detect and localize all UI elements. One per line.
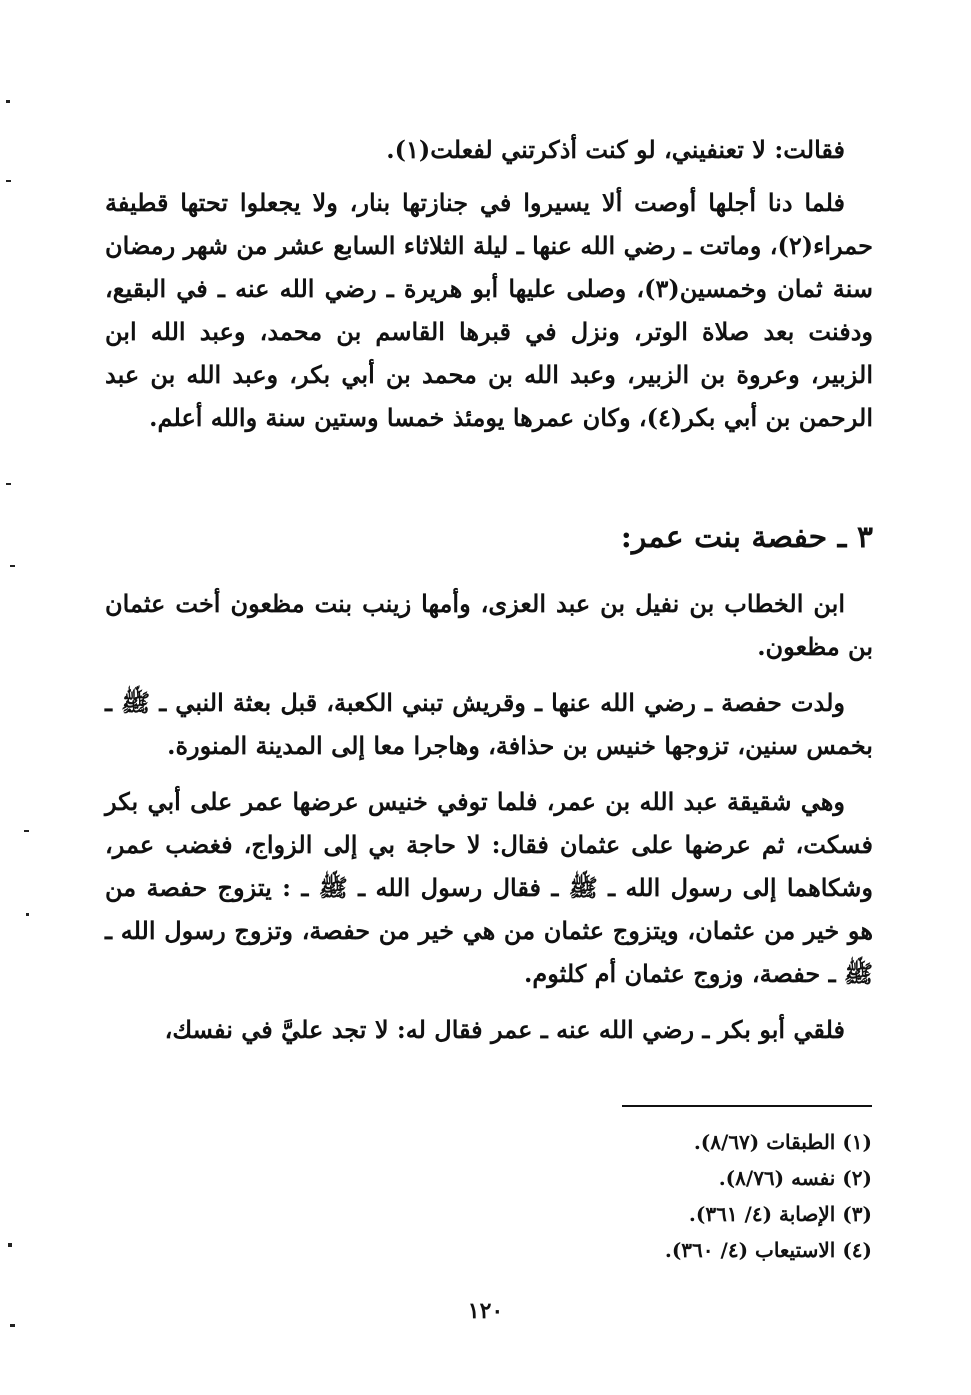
scan-mark xyxy=(26,913,29,916)
scan-mark xyxy=(6,100,10,103)
scan-mark xyxy=(8,1243,12,1247)
paragraph-5: وهي شقيقة عبد الله بن عمر، فلما توفي خنيس عرضها عمر على أبي بكر فسكت، ثم عرضها على عثمان فقال: لا حاجة بي إلى الزواج، فغضب عمر، وشكاهما إلى رسول الله ـ ﷺ ـ فقال رسول الله ـ ﷺ ـ : يتزوج حفصة من هو خير من عثمان، ويتزوج عثمان من هي خير من حفصة، وتزوج رسول الله ـ ﷺ ـ حفصة، وزوج عثمان أم كلثوم. xyxy=(105,787,873,988)
footnote-2: (٢) نفسه (٨/٧٦). xyxy=(718,1166,872,1190)
footnote-4: (٤) الاستيعاب (٤/ ٣٦٠). xyxy=(664,1238,872,1262)
footnote-divider xyxy=(622,1105,872,1107)
page-number: ١٢٠ xyxy=(467,1298,504,1324)
footnote-3: (٣) الإصابة (٤/ ٣٦١). xyxy=(688,1202,872,1226)
scan-mark xyxy=(6,180,11,182)
scan-mark xyxy=(10,1324,15,1327)
paragraph-2: فلما دنا أجلها أوصت ألا يسيروا في جنازتها بنار، ولا يجعلوا تحتها قطيفة حمراء(٢)، وماتت ـ رضي الله عنها ـ ليلة الثلاثاء السابع عشر من شهر رمضان سنة ثمان وخمسين(٣)، وصلى عليها أبو هريرة ـ رضي الله عنه ـ في البقيع، ودفنت بعد صلاة الوتر، ونزل في قبرها القاسم بن محمد، وعبد الله ابن الزبير، وعروة بن الزبير، وعبد الله بن محمد بن أبي بكر، وعبد الله بن عبد الرحمن بن أبي بكر(٤)، وكان عمرها يومئذ خمسا وستين سنة والله أعلم. xyxy=(105,188,874,432)
scan-mark xyxy=(6,483,11,485)
bottom-text-block xyxy=(105,582,873,1051)
paragraph-4: ولدت حفصة ـ رضي الله عنها ـ وقريش تبني الكعبة، قبل بعثة النبي ـ ﷺ ـ بخمس سنين، تزوجها خنيس بن حذافة، وهاجرا معا إلى المدينة المنورة. xyxy=(105,688,873,760)
scan-mark xyxy=(24,830,29,832)
footnotes xyxy=(472,1124,872,1268)
section-heading: ٣ ـ حفصة بنت عمر: xyxy=(620,520,873,555)
scan-mark xyxy=(10,565,15,567)
paragraph-6: فلقي أبو بكر ـ رضي الله عنه ـ عمر فقال له: لا تجد عليَّ في نفسك، xyxy=(164,1015,845,1044)
paragraph-1: فقالت: لا تعنفيني، لو كنت أذكرتني لفعلت(١). xyxy=(386,135,845,164)
paragraph-3: ابن الخطاب بن نفيل بن عبد العزى، وأمها زينب بنت مظعون أخت عثمان بن مظعون. xyxy=(105,589,873,661)
top-text-block xyxy=(105,128,873,439)
footnote-1: (١) الطبقات (٨/٦٧). xyxy=(693,1130,872,1154)
